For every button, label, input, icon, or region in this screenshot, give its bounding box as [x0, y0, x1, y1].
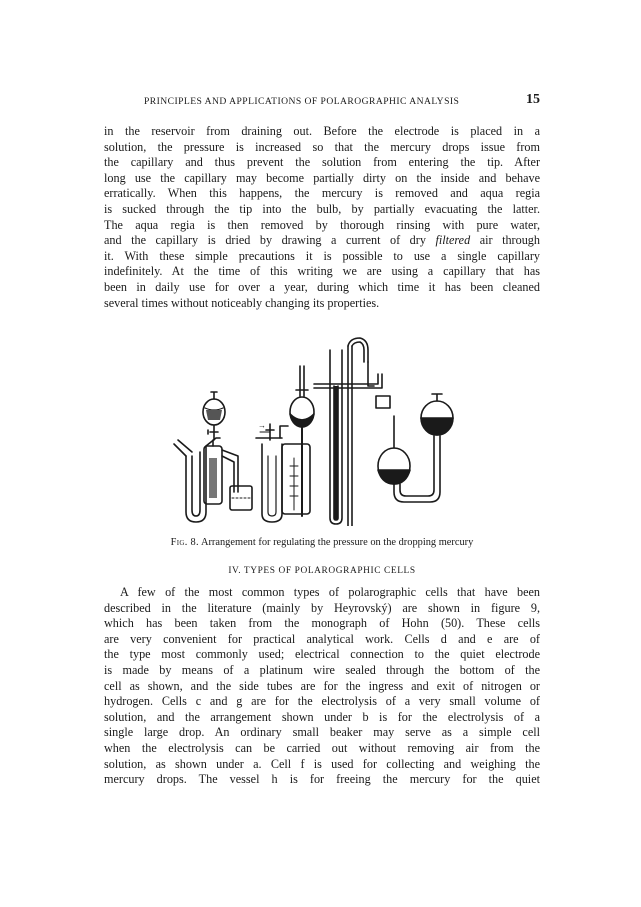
leveling-bulbs [368, 362, 453, 502]
text-line: hydrogen. Cells c and g are for the electrolysis of a very small volume of [104, 694, 540, 709]
text-line: it. With these simple precautions it is possible to use a single capillary [104, 248, 540, 263]
text-line: is made by means of a platinum wire sealed through the bottom of the [104, 662, 540, 677]
text-line: solution, as shown under a. Cell f is used for collecting and weighing the [104, 756, 540, 771]
page-number: 15 [526, 92, 540, 107]
text-line: which has been taken from the monograph of Hohn (50). These cells [104, 616, 540, 631]
figure-caption [104, 537, 540, 548]
text-line: solution, the pressure is increased so that the mercury drops issue from [104, 139, 540, 154]
figure-apparatus-drawing [164, 326, 484, 526]
text-line: long use the capillary may become partially dirty on the inside and behave [104, 170, 540, 185]
text-line: and the capillary is dried by drawing a current of dry filtered air through [104, 233, 540, 248]
paragraph-continued [104, 124, 540, 311]
text-line: solution, and the arrangement shown under b is for the electrolysis of a [104, 709, 540, 724]
text-line: when the electrolysis can be carried out without removing air from the [104, 740, 540, 755]
text-line: are very convenient for practical analytical work. Cells d and e are of [104, 631, 540, 646]
figure-caption-text: Arrangement for regulating the pressure on the dropping mercury [200, 537, 474, 548]
manometer-tube [330, 338, 368, 526]
text-line: described in the literature (mainly by Heyrovský) are shown in figure 9, [104, 600, 540, 615]
text-line: A few of the most common types of polarographic cells that have been [120, 585, 540, 599]
text-line: been in daily use for over a year, during which time it has been cleaned [104, 279, 540, 294]
text-line: erratically. When this happens, the mercury is removed and aqua regia [104, 186, 540, 201]
arrow-glyph: → [258, 421, 266, 430]
text-line: The aqua regia is then removed by thorough rinsing with pure water, [104, 217, 540, 232]
figure-label: Fig. 8. [170, 537, 199, 548]
paragraph-cell-types [104, 585, 540, 788]
bubbler-tube [222, 450, 252, 510]
text-line: cell as shown, and the side tubes are for the ingress and exit of nitrogen or [104, 678, 540, 693]
text-line: the type most commonly used; electrical connection to the quiet electrode [104, 647, 540, 662]
section-heading: IV. TYPES OF POLAROGRAPHIC CELLS [228, 566, 416, 576]
running-title: PRINCIPLES AND APPLICATIONS OF POLAROGRAPHIC ANALYSIS [144, 96, 460, 107]
text-line: the capillary and thus prevent the solution from entering the tip. After [104, 155, 540, 170]
stopcock-and-side-arm [256, 421, 288, 440]
text-line: in the reservoir from draining out. Before the electrode is placed in a [104, 124, 540, 138]
text-line: is sucked through the tip into the bulb, by partially evacuating the latter. [104, 201, 540, 216]
text-line: mercury drops. The vessel h is for freeing the mercury for the quiet [104, 772, 540, 787]
running-head [104, 94, 540, 110]
text-line: several times without noticeably changing its properties. [104, 295, 380, 310]
text-line: indefinitely. At the time of this writing we are using a capillary that has [104, 264, 540, 279]
text-line: single large drop. An ordinary small beaker may serve as a simple cell [104, 725, 540, 740]
